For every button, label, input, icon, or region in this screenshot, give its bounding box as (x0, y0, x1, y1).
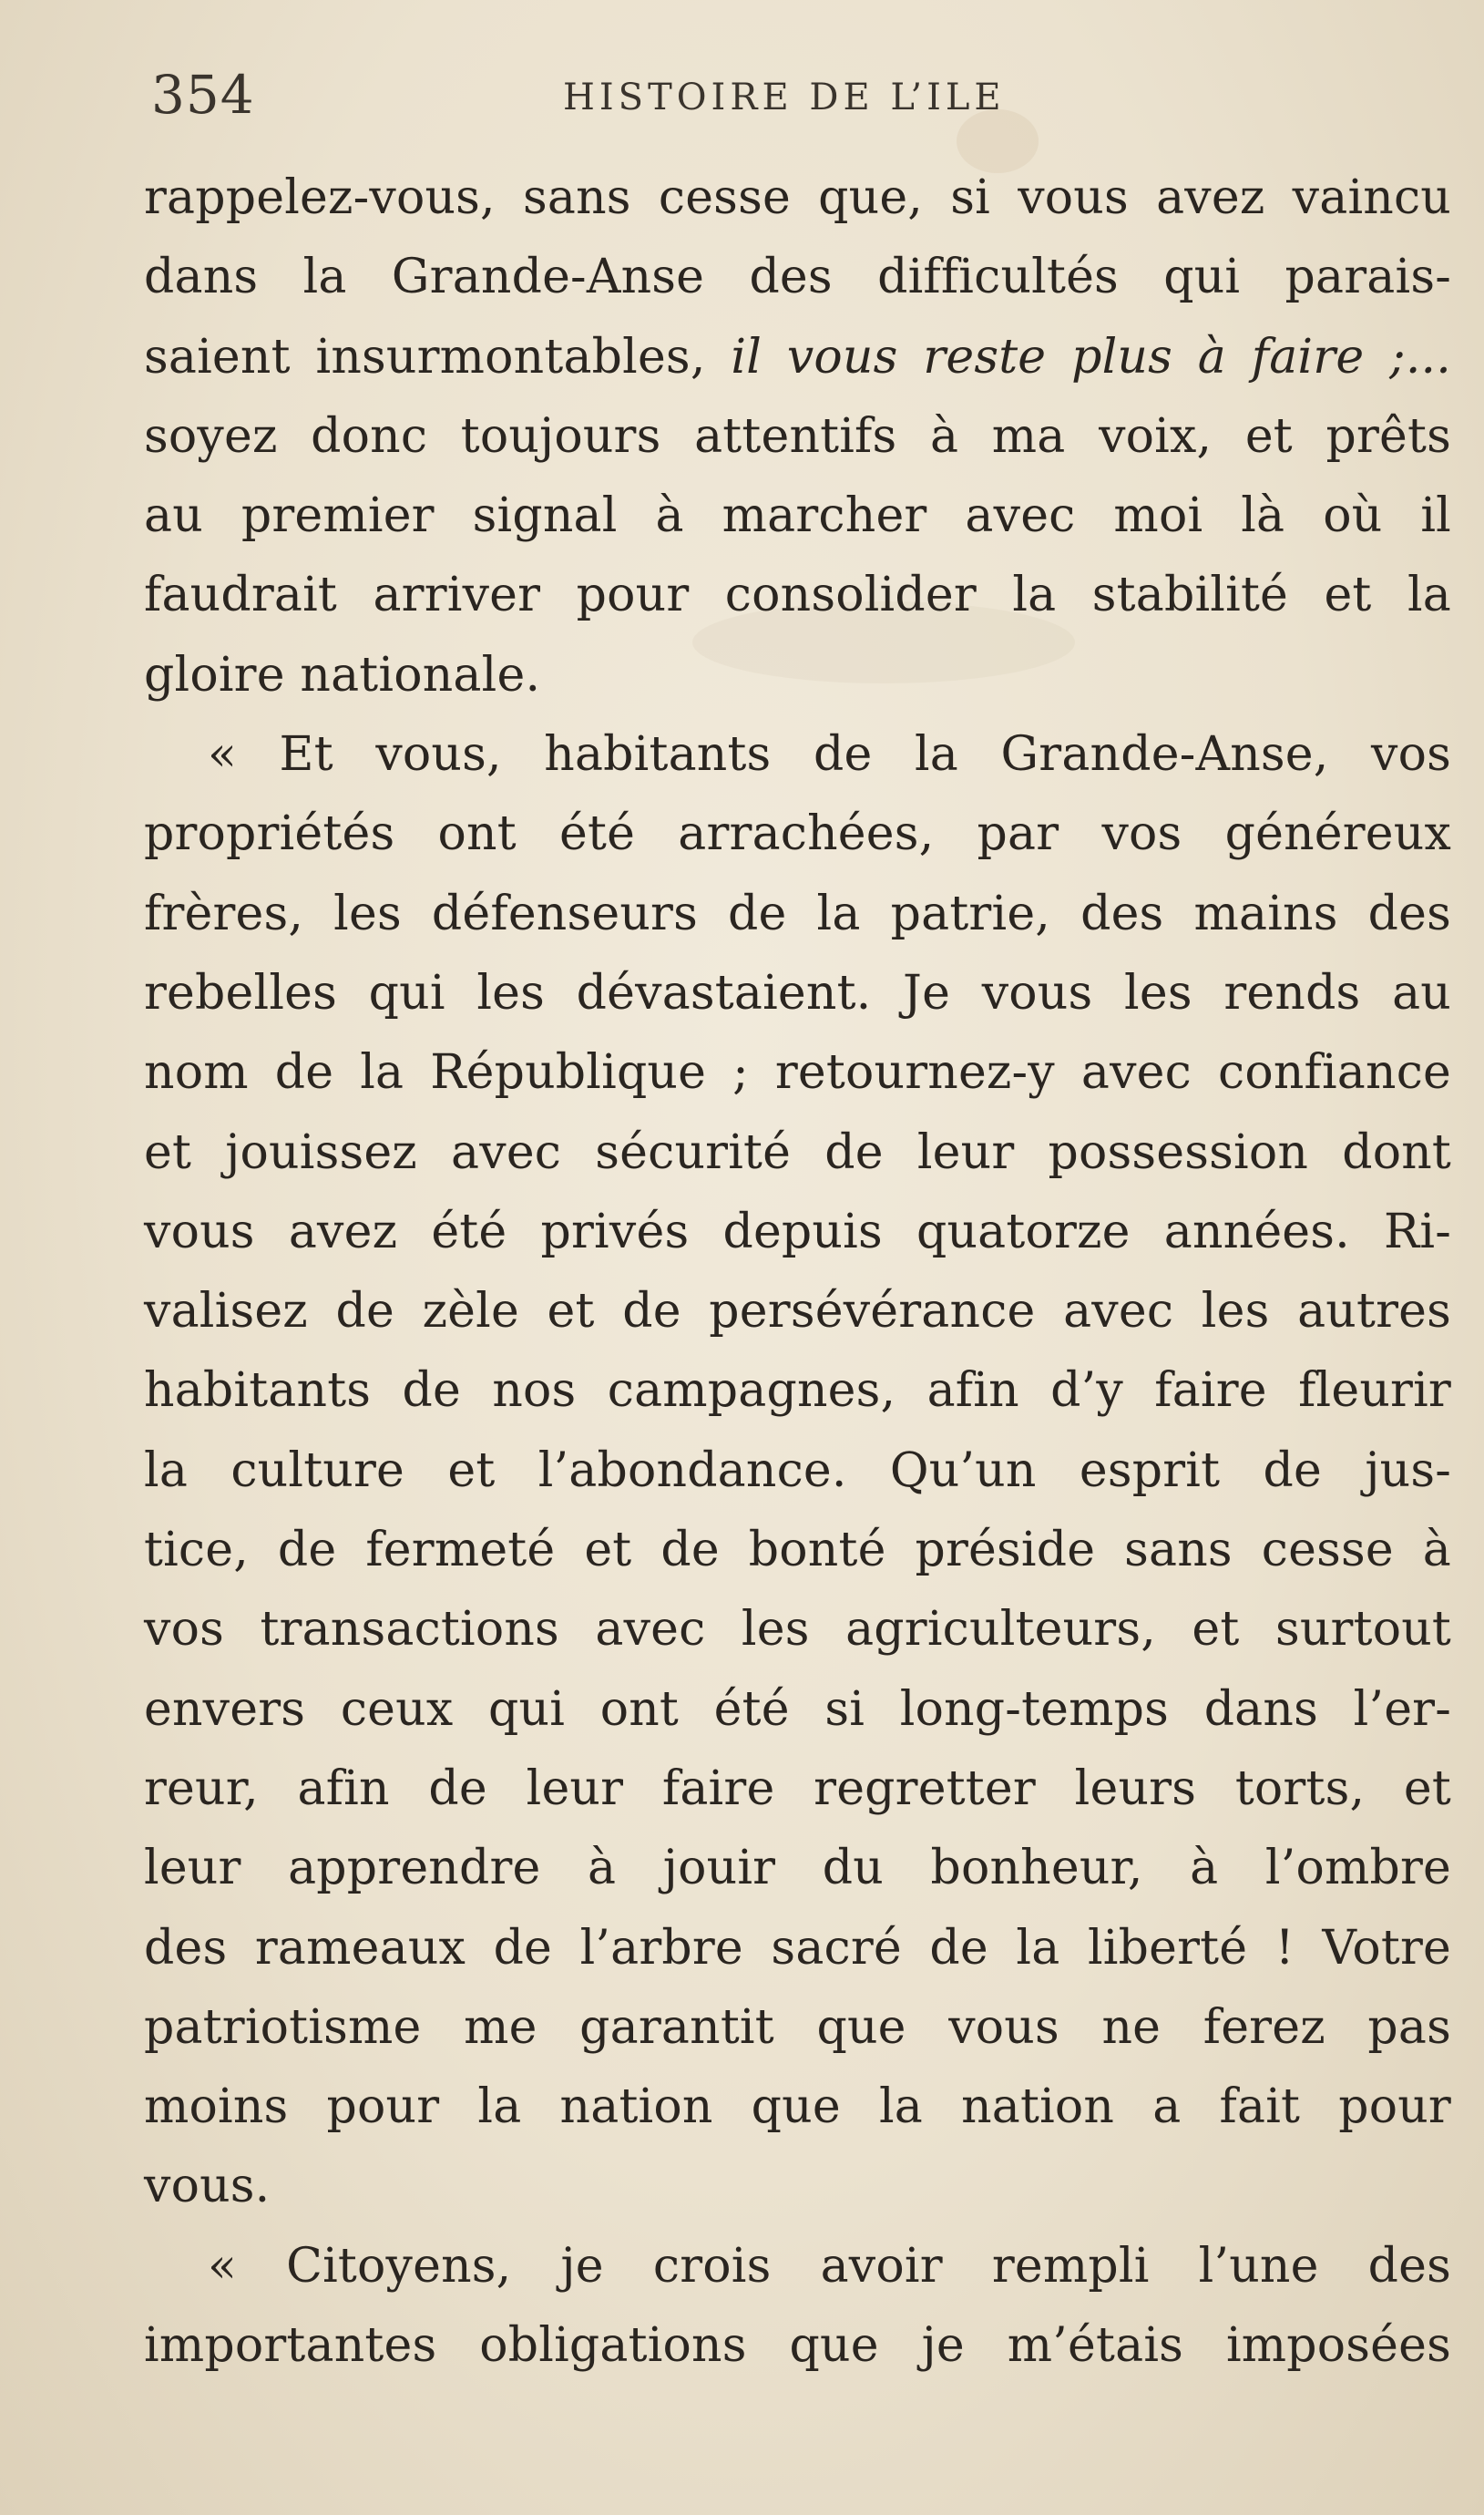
text-line: vos transactions avec les agriculteurs, et surtout (144, 1602, 1451, 1658)
page-header (144, 56, 1456, 129)
text-line: des rameaux de l’arbre sacré de la liberté ! Votre (144, 1920, 1451, 1976)
running-title: HISTOIRE DE L’ILE (563, 77, 1006, 118)
text-line: la culture et l’abondance. Qu’un esprit de jus- (144, 1442, 1451, 1498)
text-line: soyez donc toujours attentifs à ma voix, et prêts (144, 408, 1451, 464)
text-line: importantes obligations que je m’étais imposées (144, 2318, 1451, 2374)
text-line: « Citoyens, je crois avoir rempli l’une des (208, 2238, 1451, 2294)
text-line: valisez de zèle et de persévérance avec les autres (144, 1284, 1451, 1340)
text-line: moins pour la nation que la nation a fait pour (144, 2079, 1451, 2135)
text-line: faudrait arriver pour consolider la stabilité et la (144, 568, 1451, 623)
text-line: nom de la République ; retournez-y avec confiance (144, 1045, 1451, 1101)
text-line: frères, les défenseurs de la patrie, des mains des (144, 886, 1451, 941)
text-line: rebelles qui les dévastaient. Je vous les rends au (144, 965, 1451, 1021)
text-line: et jouissez avec sécurité de leur possession dont (144, 1124, 1451, 1180)
text-line: propriétés ont été arrachées, par vos généreux (144, 806, 1451, 862)
text-line: leur apprendre à jouir du bonheur, à l’ombre (144, 1841, 1451, 1896)
text-line: envers ceux qui ont été si long-temps dans l’er- (144, 1681, 1451, 1737)
text-line: « Et vous, habitants de la Grande-Anse, vos (208, 727, 1451, 783)
text-line: patriotisme me garantit que vous ne ferez pas (144, 1999, 1451, 2055)
text-line: rappelez-vous, sans cesse que, si vous avez vaincu (144, 170, 1451, 225)
text-line: vous avez été privés depuis quatorze années. Ri- (144, 1204, 1451, 1259)
text-line: tice, de fermeté et de bonté préside sans cesse à (144, 1523, 1451, 1578)
text-line: reur, afin de leur faire regretter leurs torts, et (144, 1760, 1451, 1816)
text-line: gloire nationale. (144, 647, 541, 703)
text-line-start: saient insurmontables, (144, 329, 732, 385)
text-line: vous. (144, 2159, 271, 2214)
text-line (144, 318, 1451, 397)
page-number: 354 (151, 64, 255, 126)
body-text (144, 159, 1451, 2386)
text-line: au premier signal à marcher avec moi là où il (144, 488, 1451, 544)
text-line: habitants de nos campagnes, afin d’y faire fleurir (144, 1363, 1451, 1419)
text-line: dans la Grande-Anse des difficultés qui parais- (144, 250, 1451, 305)
italic-phrase: il vous reste plus à faire ;... (731, 329, 1452, 385)
